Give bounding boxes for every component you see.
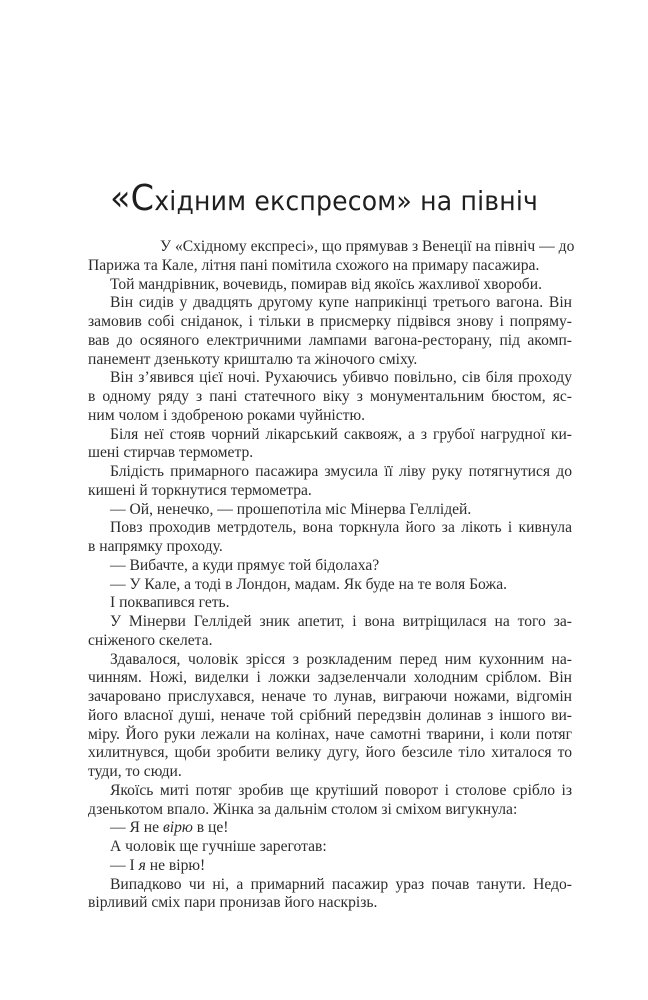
text-line-content: Той мандрівник, вочевидь, помирав від якоїсь жахливої хвороби. [110,275,542,293]
text-line-content: чинням. Ножі, виделки і ложки задзеленчали холодним сріблом. Він [88,669,572,687]
text-line-content [110,819,572,838]
text-line [88,763,572,782]
text-line [88,444,572,463]
text-line-content: Повз проходив метрдотель, вона торкнула його за лікоть і кивнула [110,519,572,537]
text-line [88,332,572,351]
text-segment: — І [110,856,139,874]
text-line [88,388,572,407]
text-line-content: Здавалося, чоловік зрісся з розкладеним перед ним кухонним на- [110,650,572,668]
text-line [88,669,572,688]
text-line [88,369,572,388]
text-line [88,801,572,820]
text-line-content: Парижа та Кале, літня пані помітила схожого на примару пасажира. [88,256,540,274]
text-line [88,857,572,876]
text-line [88,838,572,857]
chapter-title-text: хідним експресом» на північ [154,186,539,217]
text-line-content: Він сидів у двадцять другому купе наприкінці третього вагона. Він [110,294,572,312]
text-line [88,426,572,445]
text-line-content: І поквапився геть. [110,594,230,612]
chapter-body-text [88,238,575,913]
text-line-content: сніженого скелета. [88,631,213,649]
text-line [88,557,572,576]
text-line-content: — Ой, ненечко, — прошепотіла міс Мінерва Геллідей. [110,500,472,518]
text-line [88,613,572,632]
italic-emphasis: вірю [162,819,193,837]
text-line-content: вірливий сміх пари пронизав його наскрізь. [88,894,378,912]
text-segment: не вірю! [145,856,206,874]
text-line [88,726,572,745]
text-line [88,313,572,332]
text-line-content: в одному ряду з пані статечного віку з монументальним бюстом, яс- [88,388,572,405]
text-line-content: — У Кале, а тоді в Лондон, мадам. Як буде на те воля Божа. [110,575,508,593]
text-line-content: в напрямку проходу. [88,538,223,555]
text-line-content: панемент дзенькоту кришталю та жіночого сміху. [88,350,418,368]
text-line [88,482,572,501]
italic-emphasis: я [138,856,146,874]
text-line [88,294,572,313]
text-line [88,894,572,913]
text-line-content: Якоїсь миті потяг зробив ще крутіший поворот і столове срібло із [110,781,572,799]
text-line-content: Він з’явився цієї ночі. Рухаючись убивчо повільно, сів біля проходу [110,369,572,387]
text-line-content: Біля неї стояв чорний лікарський саквояж, а з грубої нагрудної ки- [110,425,572,443]
text-line-content: зачаровано прислухався, неначе то лунав, виграючи ножами, відгомін [88,688,572,705]
text-line [88,632,572,651]
text-line [88,538,572,557]
text-line [88,519,572,538]
text-line-content: шені стирчав термометр. [88,444,254,462]
text-line-content [110,857,572,876]
text-line-content: У Мінерви Геллідей зник апетит, і вона витріщилася на того за- [110,613,572,630]
text-line [88,501,572,520]
text-segment: в це! [192,819,229,837]
text-line [88,407,572,426]
chapter-title [23,178,626,219]
text-line [88,576,572,595]
text-line-content: Випадково чи ні, а примарний пасажир ураз почав танути. Недо- [110,875,572,893]
text-line-content: міру. Його руки лежали на колінах, наче самотні тварини, і коли потяг [88,725,572,743]
text-line [88,651,572,670]
text-line-content: — Вибачте, а куди прямує той бідолаха? [110,556,380,574]
chapter-title-initial: «С [109,178,155,219]
text-line [88,238,575,257]
text-line-content: ним чолом і здобреною роками чуйністю. [88,406,366,424]
text-line [88,351,572,370]
text-line-content: хилитнувся, щоби зробити велику дугу, його безсиле тіло хиталося то [88,744,572,762]
text-line-content: дзенькотом впало. Жінка за дальнім столом зі сміхом вигукнула: [88,800,518,818]
text-line-content: А чоловік ще гучніше зареготав: [110,838,327,855]
text-line [88,257,572,276]
text-line [88,707,572,726]
text-line-content: вав до осяяного електричними лампами вагона-ресторану, під акомп- [88,331,572,349]
text-line-content: його власної душі, неначе той срібний передзвін долинав з іншого ви- [88,706,572,724]
text-line [88,744,572,763]
text-line [88,594,572,613]
text-line [88,276,572,295]
text-line-content: туди, то сюди. [88,763,182,780]
text-line [88,819,572,838]
text-line [88,876,572,895]
text-line-content: кишені й торкнутися термометра. [88,481,312,499]
text-line-content: замовив собі сніданок, і тільки в присмерку підвівся знову і попряму- [88,313,572,330]
text-line [88,688,572,707]
text-line-content: Блідість примарного пасажира змусила її ліву руку потягнутися до [110,463,572,480]
text-line-content: У «Східному експресі», що прямував з Венеції на північ — до [160,238,575,255]
text-line [88,463,572,482]
text-segment: — Я не [110,819,163,837]
text-line [88,782,572,801]
